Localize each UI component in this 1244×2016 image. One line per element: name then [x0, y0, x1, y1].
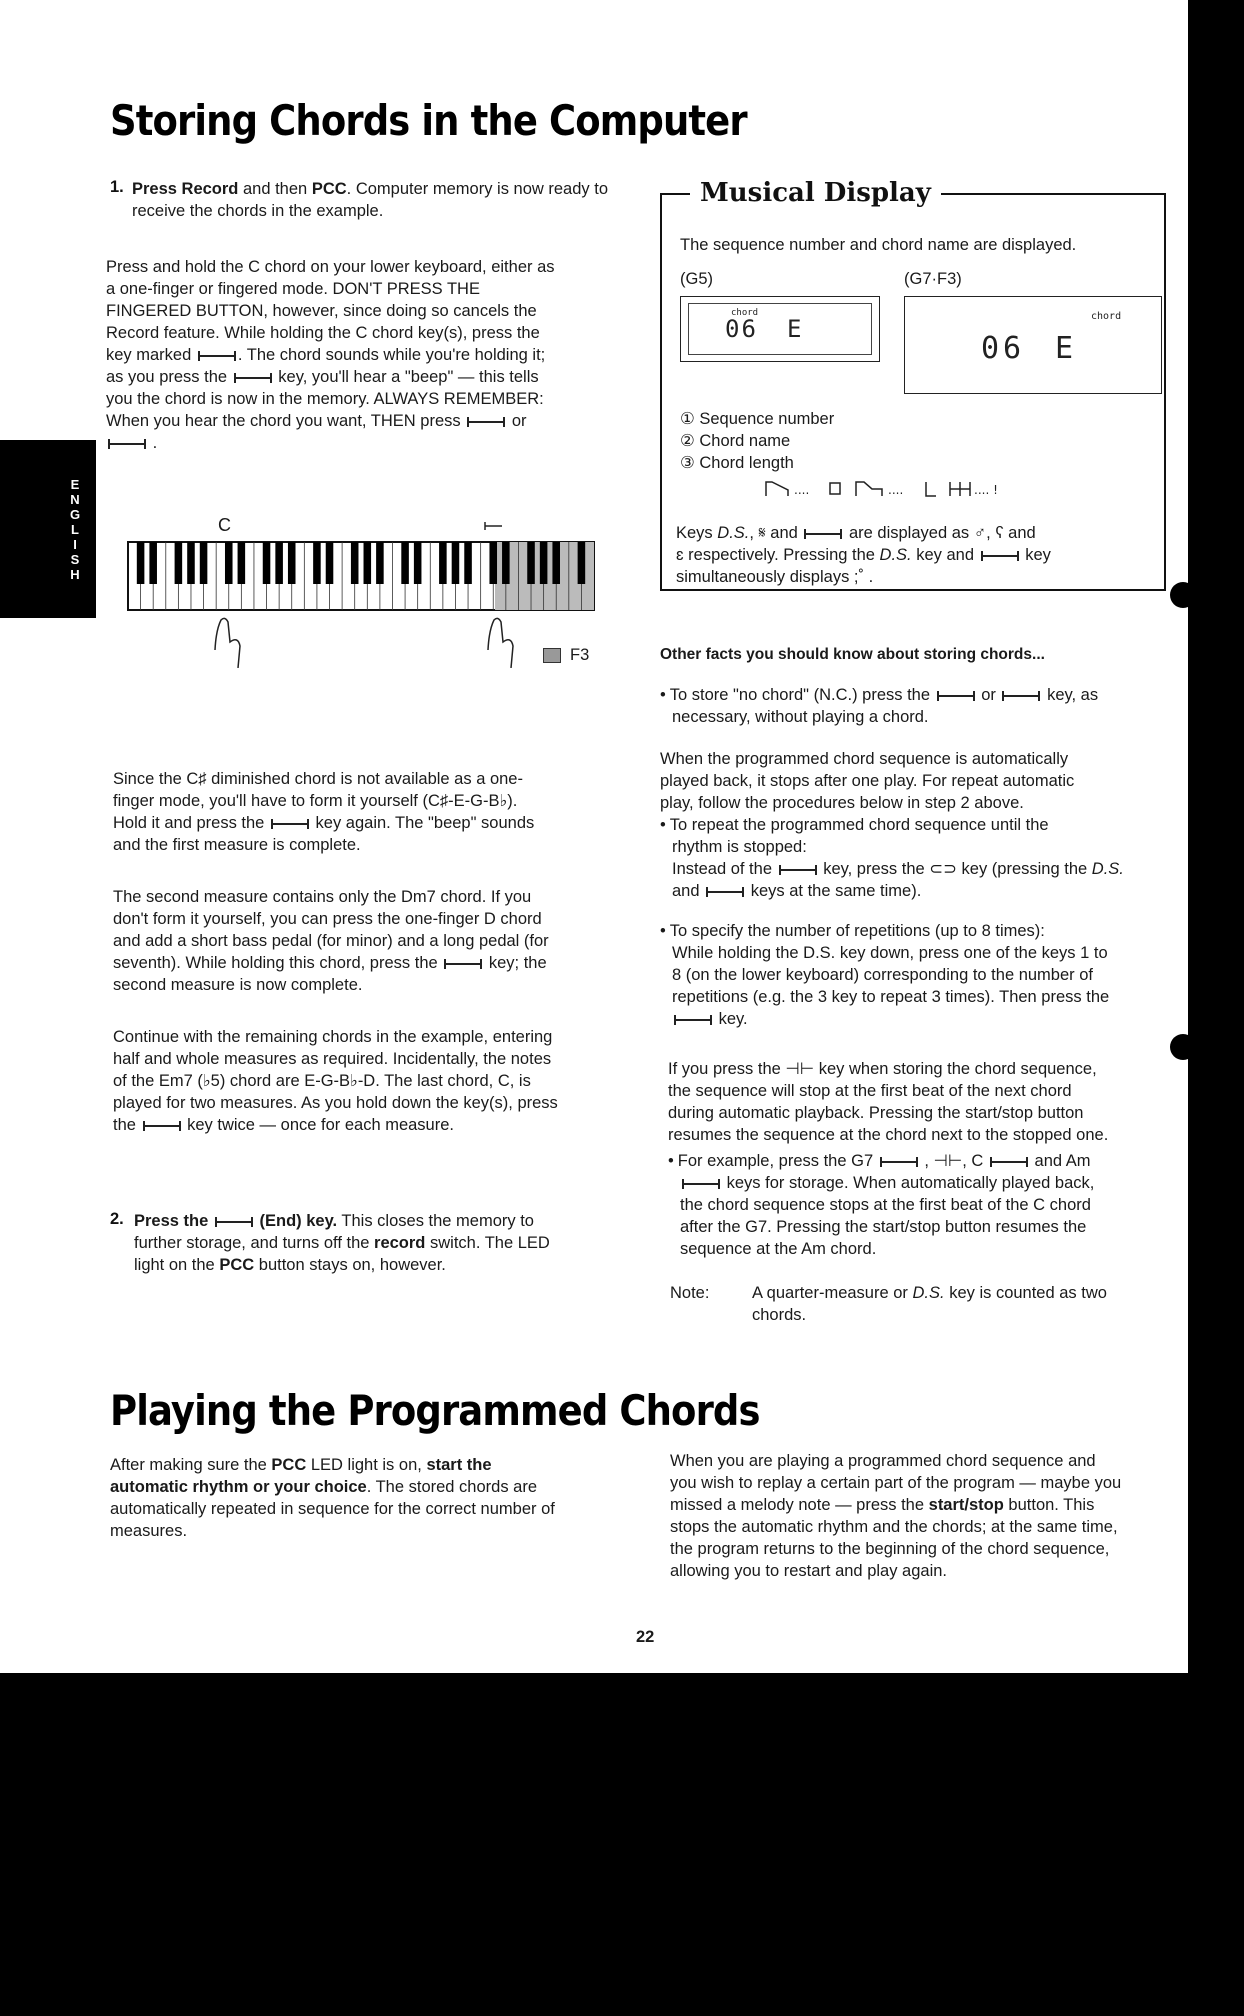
measure-key-icon — [880, 1157, 918, 1167]
repeat-key-icon: ⊂⊃ — [929, 860, 957, 878]
segno-icon: 𝄋 — [758, 524, 766, 542]
stop-key-icon: ⊣⊢ — [933, 1152, 963, 1170]
stop-key-paragraph: If you press the ⊣⊢ key when storing the chord sequence, the sequence will stop at the first beat of the next chord during automatic playback. Pressing the start/stop button resumes the sequence at the chord next to the stopped one. — [668, 1060, 1109, 1144]
end-key-icon — [804, 529, 842, 539]
press-hold-paragraph: Press and hold the C chord on your lower keyboard, either as a one-finger or fingered mode. DON'T PRESS THE FINGERED BUTTON, however, since doing so cancels the Record feature. While holding the C chord key(s), press the key marked . The chord sounds while you're holding it; as you press the key, you'll hear a "beep" — this tells you the chord is now in the memory. ALWAYS REMEMBER: When you hear the chord you want, THEN press or . — [106, 258, 555, 452]
keyboard-c-label: C — [218, 515, 231, 535]
since-paragraph: Since the C♯ diminished chord is not available as a one- finger mode, you'll have to form it yourself (C♯-E-G-B♭). Hold it and press the key again. The "beep" sounds and the first measure is complete. — [113, 770, 535, 854]
binder-hole — [1170, 1034, 1188, 1060]
end-key-icon — [981, 551, 1019, 561]
display-intro: The sequence number and chord name are displayed. — [680, 236, 1077, 254]
binder-hole — [1170, 582, 1188, 608]
repeat-bullet: • To repeat the programmed chord sequence until the rhythm is stopped: Instead of the key, press the ⊂⊃ key (pressing the D.S. and keys at the same time). — [660, 814, 1164, 902]
musical-display-title: Musical Display — [690, 178, 941, 208]
language-tab: E N G L I S H — [0, 440, 96, 618]
lcd-label-g5: (G5) — [680, 270, 713, 288]
second-measure-paragraph: The second measure contains only the Dm7 chord. If you don't form it yourself, you can press the one-finger D chord and add a short bass pedal (for minor) and a long pedal (for seventh). While holding this chord, press the key; the second measure is now complete. — [113, 888, 549, 994]
hold-key-icon — [937, 691, 975, 701]
playing-right-paragraph: When you are playing a programmed chord sequence and you wish to replay a certain part of the program — maybe you missed a melody note — press the start/stop button. This stops the automatic rhythm and the chords; at the same time, the program returns to the beginning of the chord sequence, allowing you to restart and play again. — [670, 1452, 1122, 1580]
display-legend: ① Sequence number ② Chord name ③ Chord length — [680, 410, 835, 472]
note-label: Note: — [670, 1284, 710, 1302]
hold-key-icon — [234, 373, 272, 383]
playing-left-paragraph: After making sure the PCC LED light is on, start the automatic rhythm or your choice. The stored chords are automatically repeated in sequence for the correct number of measures. — [110, 1456, 555, 1540]
page-heading: Storing Chords in the Computer — [110, 96, 747, 145]
svg-text:.... !: .... ! — [974, 483, 998, 497]
page-number: 22 — [636, 1628, 655, 1646]
display-keys-paragraph: Keys D.S., 𝄋 and are displayed as ♂, ʕ and ɛ respectively. Pressing the D.S. key and key simultaneously displays ;˚ . — [676, 524, 1051, 586]
lcd-label-g7f3: (G7·F3) — [904, 270, 962, 288]
repetitions-bullet: • To specify the number of repetitions (up to 8 times): While holding the D.S. key down, press one of the keys 1 to 8 (on the lower keyboard) corresponding to the number of repetitions (e.g. the 3 key to repeat 3 times). Then press the key. — [660, 920, 1164, 1030]
measure-key-icon — [108, 439, 146, 449]
keyboard-illustration — [120, 518, 600, 668]
other-facts-heading: Other facts you should know about storing chords... — [660, 646, 1045, 663]
continue-paragraph: Continue with the remaining chords in the example, entering half and whole measures as required. Incidentally, the notes of the Em7 (♭5) chord are E-G-B♭-D. The last chord, C, is played for two measures. As you hold down the key(s), press the key twice — once for each measure. — [113, 1028, 558, 1134]
lcd-display-g5: chord 06 E — [680, 296, 880, 362]
end-key-icon — [674, 1015, 712, 1025]
step1-text: Press Record and then PCC. Computer memory is now ready to receive the chords in the example. — [132, 180, 608, 220]
measure-key-icon — [682, 1179, 720, 1189]
hold-key-icon — [271, 819, 309, 829]
f3-legend-label: F3 — [570, 646, 590, 664]
hold-key-icon — [467, 417, 505, 427]
measure-key-icon — [444, 959, 482, 969]
measure-key-icon — [990, 1157, 1028, 1167]
measure-key-icon — [1002, 691, 1040, 701]
step-number: 2. — [110, 1210, 124, 1228]
no-chord-bullet: • To store "no chord" (N.C.) press the or key, as necessary, without playing a chord. — [660, 684, 1164, 728]
section-heading: Playing the Programmed Chords — [110, 1386, 760, 1435]
svg-text:....: .... — [888, 483, 904, 497]
svg-text:....: .... — [794, 483, 810, 497]
measure-key-icon — [143, 1121, 181, 1131]
step2-text: Press the (End) key. This closes the memory to further storage, and turns off the record switch. The LED light on the PCC button stays on, however. — [134, 1212, 550, 1274]
lcd-display-g7f3: chord 06 E — [904, 296, 1162, 394]
note-text: A quarter-measure or D.S. key is counted as two chords. — [752, 1284, 1107, 1324]
playback-paragraph: When the programmed chord sequence is automatically played back, it stops after one play. For repeat automatic play, follow the procedures below in step 2 above. — [660, 750, 1075, 812]
f3-legend-swatch — [543, 648, 561, 663]
hold-key-icon — [198, 351, 236, 361]
end-key-icon — [706, 887, 744, 897]
step-number: 1. — [110, 178, 124, 196]
end-key-icon — [215, 1217, 253, 1227]
end-key-icon — [779, 865, 817, 875]
chord-length-symbols — [760, 478, 1020, 500]
stop-key-icon: ⊣⊢ — [785, 1060, 815, 1078]
example-bullet: • For example, press the G7 , ⊣⊢, C and Am keys for storage. When automatically played back, the chord sequence stops at the first beat of the C chord after the G7. Pressing the start/stop button resumes the sequence at the Am chord. — [668, 1150, 1172, 1260]
